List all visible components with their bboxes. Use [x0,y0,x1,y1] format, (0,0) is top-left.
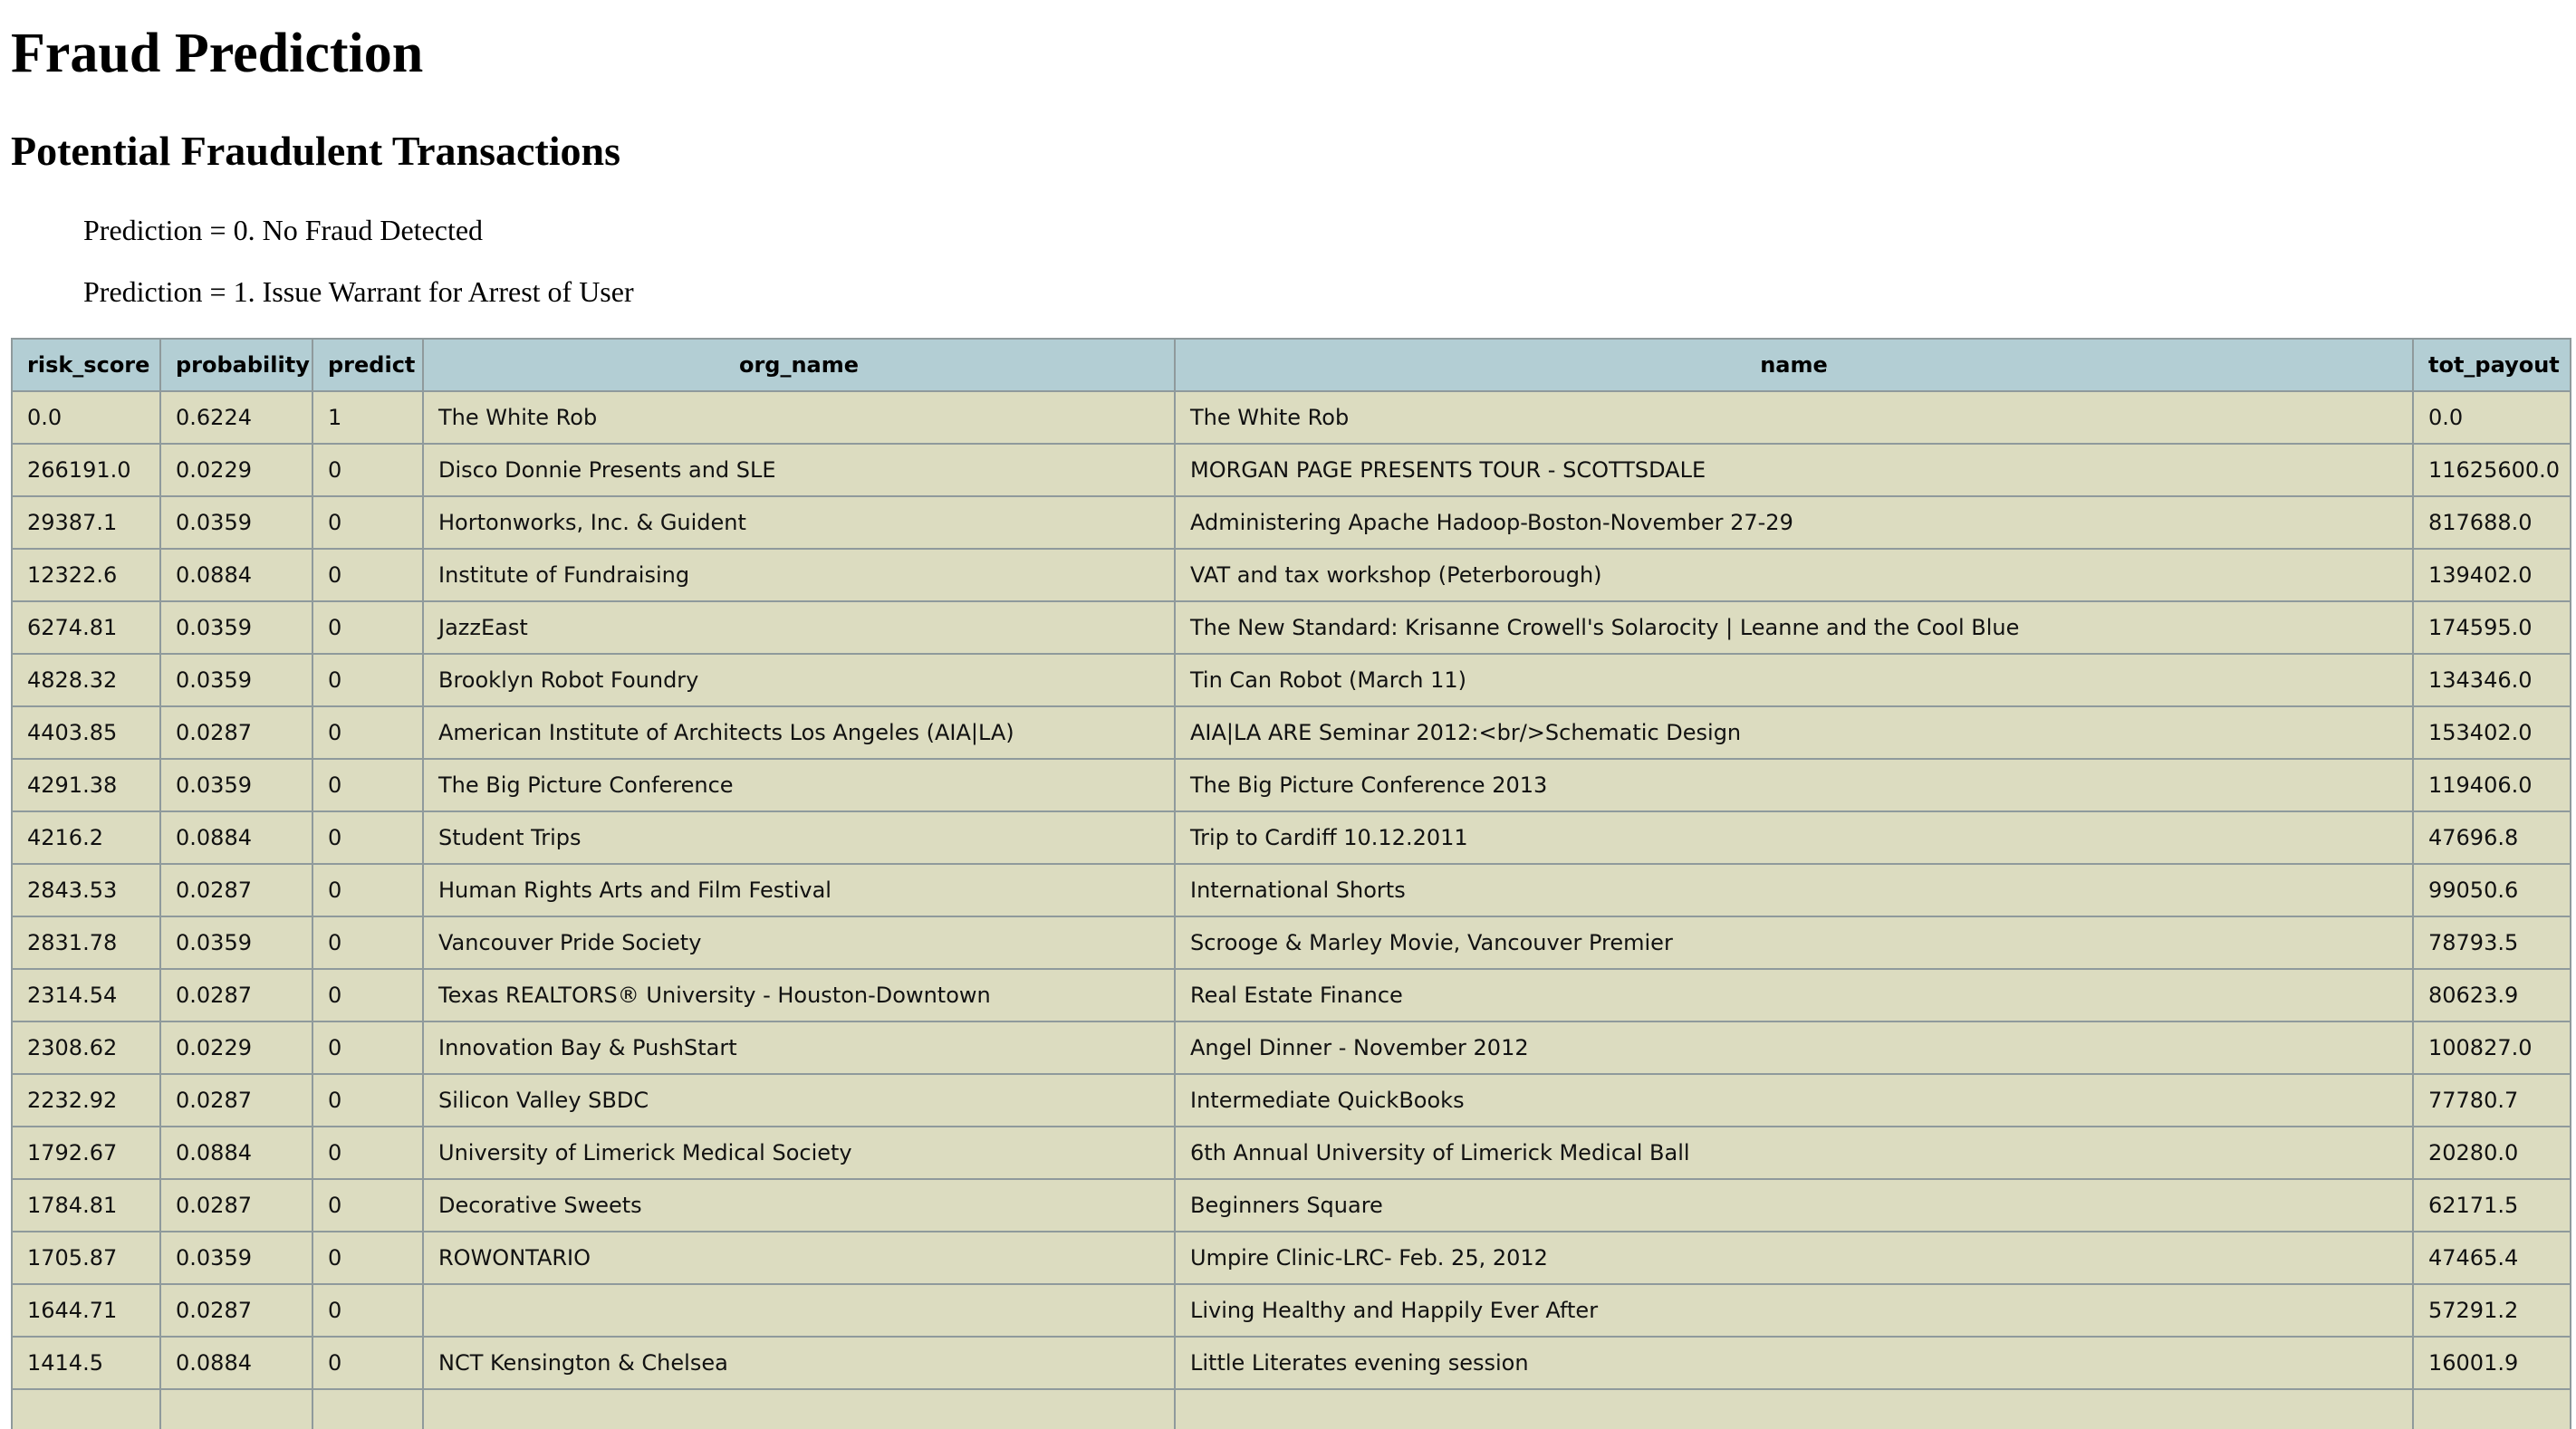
tot-payout-cell: 47465.4 [2413,1232,2571,1284]
risk-score-cell: 2314.54 [12,969,160,1021]
tot-payout-cell: 57291.2 [2413,1284,2571,1337]
probability-cell [160,1389,312,1429]
name-cell: Tin Can Robot (March 11) [1175,654,2413,706]
column-header-predict: predict [312,339,423,391]
org-name-cell: ROWONTARIO [423,1232,1175,1284]
transactions-table [11,338,2571,1429]
probability-cell: 0.0359 [160,496,312,549]
probability-cell: 0.0359 [160,916,312,969]
name-cell: MORGAN PAGE PRESENTS TOUR - SCOTTSDALE [1175,444,2413,496]
risk-score-cell: 4291.38 [12,759,160,811]
name-cell: Umpire Clinic-LRC- Feb. 25, 2012 [1175,1232,2413,1284]
org-name-cell: The Big Picture Conference [423,759,1175,811]
org-name-cell: University of Limerick Medical Society [423,1127,1175,1179]
tot-payout-cell: 0.0 [2413,391,2571,444]
legend-no-fraud: Prediction = 0. No Fraud Detected [83,214,484,246]
table-row [12,759,2571,811]
tot-payout-cell: 119406.0 [2413,759,2571,811]
org-name-cell: Innovation Bay & PushStart [423,1021,1175,1074]
probability-cell: 0.0229 [160,444,312,496]
org-name-cell: NCT Kensington & Chelsea [423,1337,1175,1389]
org-name-cell: JazzEast [423,601,1175,654]
predict-cell: 0 [312,496,423,549]
name-cell: The White Rob [1175,391,2413,444]
org-name-cell: Texas REALTORS® University - Houston-Downtown [423,969,1175,1021]
risk-score-cell: 1644.71 [12,1284,160,1337]
probability-cell: 0.0359 [160,654,312,706]
name-cell: Angel Dinner - November 2012 [1175,1021,2413,1074]
predict-cell: 0 [312,864,423,916]
risk-score-cell: 266191.0 [12,444,160,496]
probability-cell: 0.0884 [160,1127,312,1179]
column-header-probability: probability [160,339,312,391]
probability-cell: 0.0884 [160,1337,312,1389]
tot-payout-cell: 134346.0 [2413,654,2571,706]
org-name-cell [423,1389,1175,1429]
name-cell: Trip to Cardiff 10.12.2011 [1175,811,2413,864]
probability-cell: 0.0884 [160,811,312,864]
table-row [12,1284,2571,1337]
predict-cell: 0 [312,811,423,864]
probability-cell: 0.0287 [160,1179,312,1232]
predict-cell: 1 [312,391,423,444]
probability-cell: 0.0359 [160,1232,312,1284]
page-subtitle: Potential Fraudulent Transactions [11,128,620,174]
predict-cell: 0 [312,1074,423,1127]
predict-cell: 0 [312,601,423,654]
predict-cell: 0 [312,1232,423,1284]
table-row [12,444,2571,496]
table-row [12,916,2571,969]
name-cell: Beginners Square [1175,1179,2413,1232]
name-cell: The New Standard: Krisanne Crowell's Solarocity | Leanne and the Cool Blue [1175,601,2413,654]
probability-cell: 0.0229 [160,1021,312,1074]
name-cell: The Big Picture Conference 2013 [1175,759,2413,811]
tot-payout-cell: 817688.0 [2413,496,2571,549]
tot-payout-cell: 174595.0 [2413,601,2571,654]
predict-cell: 0 [312,759,423,811]
predict-cell: 0 [312,1337,423,1389]
risk-score-cell: 4216.2 [12,811,160,864]
table-header-row [12,339,2571,391]
probability-cell: 0.0359 [160,601,312,654]
probability-cell: 0.0884 [160,549,312,601]
predict-cell: 0 [312,1179,423,1232]
tot-payout-cell: 139402.0 [2413,549,2571,601]
predict-cell: 0 [312,444,423,496]
name-cell: Real Estate Finance [1175,969,2413,1021]
table-row [12,1074,2571,1127]
column-header-name: name [1175,339,2413,391]
probability-cell: 0.0287 [160,1284,312,1337]
table-row [12,1127,2571,1179]
table-row [12,601,2571,654]
risk-score-cell: 1792.67 [12,1127,160,1179]
table-row [12,1389,2571,1429]
name-cell: Little Literates evening session [1175,1337,2413,1389]
table-row [12,391,2571,444]
name-cell: Living Healthy and Happily Ever After [1175,1284,2413,1337]
name-cell: International Shorts [1175,864,2413,916]
org-name-cell [423,1284,1175,1337]
org-name-cell: American Institute of Architects Los Angeles (AIA|LA) [423,706,1175,759]
predict-cell: 0 [312,706,423,759]
probability-cell: 0.0287 [160,706,312,759]
tot-payout-cell: 47696.8 [2413,811,2571,864]
name-cell [1175,1389,2413,1429]
predict-cell: 0 [312,549,423,601]
table-row [12,1179,2571,1232]
predict-cell: 0 [312,916,423,969]
risk-score-cell: 1414.5 [12,1337,160,1389]
tot-payout-cell: 11625600.0 [2413,444,2571,496]
predict-cell [312,1389,423,1429]
table-body [12,391,2571,1429]
table-row [12,654,2571,706]
column-header-tot-payout: tot_payout [2413,339,2571,391]
table-row [12,864,2571,916]
name-cell: Administering Apache Hadoop-Boston-November 27-29 [1175,496,2413,549]
risk-score-cell: 2232.92 [12,1074,160,1127]
predict-cell: 0 [312,1021,423,1074]
table-row [12,811,2571,864]
name-cell: Scrooge & Marley Movie, Vancouver Premier [1175,916,2413,969]
risk-score-cell: 4403.85 [12,706,160,759]
predict-cell: 0 [312,969,423,1021]
risk-score-cell: 1784.81 [12,1179,160,1232]
name-cell: AIA|LA ARE Seminar 2012:<br/>Schematic Design [1175,706,2413,759]
column-header-org-name: org_name [423,339,1175,391]
tot-payout-cell: 80623.9 [2413,969,2571,1021]
probability-cell: 0.0287 [160,1074,312,1127]
probability-cell: 0.0287 [160,864,312,916]
org-name-cell: Institute of Fundraising [423,549,1175,601]
org-name-cell: Student Trips [423,811,1175,864]
org-name-cell: Hortonworks, Inc. & Guident [423,496,1175,549]
predict-cell: 0 [312,1284,423,1337]
name-cell: VAT and tax workshop (Peterborough) [1175,549,2413,601]
risk-score-cell: 29387.1 [12,496,160,549]
probability-cell: 0.0359 [160,759,312,811]
predict-cell: 0 [312,1127,423,1179]
page-title: Fraud Prediction [11,23,424,84]
table-row [12,969,2571,1021]
org-name-cell: Disco Donnie Presents and SLE [423,444,1175,496]
tot-payout-cell: 100827.0 [2413,1021,2571,1074]
column-header-risk-score: risk_score [12,339,160,391]
tot-payout-cell: 153402.0 [2413,706,2571,759]
legend-fraud: Prediction = 1. Issue Warrant for Arrest of User [83,275,634,308]
tot-payout-cell [2413,1389,2571,1429]
org-name-cell: The White Rob [423,391,1175,444]
tot-payout-cell: 99050.6 [2413,864,2571,916]
probability-cell: 0.0287 [160,969,312,1021]
risk-score-cell: 1705.87 [12,1232,160,1284]
name-cell: Intermediate QuickBooks [1175,1074,2413,1127]
risk-score-cell [12,1389,160,1429]
probability-cell: 0.6224 [160,391,312,444]
org-name-cell: Brooklyn Robot Foundry [423,654,1175,706]
predict-cell: 0 [312,654,423,706]
risk-score-cell: 12322.6 [12,549,160,601]
risk-score-cell: 2843.53 [12,864,160,916]
org-name-cell: Human Rights Arts and Film Festival [423,864,1175,916]
name-cell: 6th Annual University of Limerick Medical Ball [1175,1127,2413,1179]
risk-score-cell: 4828.32 [12,654,160,706]
risk-score-cell: 2831.78 [12,916,160,969]
table-row [12,1337,2571,1389]
table-row [12,706,2571,759]
org-name-cell: Decorative Sweets [423,1179,1175,1232]
tot-payout-cell: 16001.9 [2413,1337,2571,1389]
org-name-cell: Vancouver Pride Society [423,916,1175,969]
tot-payout-cell: 78793.5 [2413,916,2571,969]
org-name-cell: Silicon Valley SBDC [423,1074,1175,1127]
table-row [12,496,2571,549]
risk-score-cell: 0.0 [12,391,160,444]
risk-score-cell: 6274.81 [12,601,160,654]
tot-payout-cell: 20280.0 [2413,1127,2571,1179]
risk-score-cell: 2308.62 [12,1021,160,1074]
table-row [12,1021,2571,1074]
table-row [12,549,2571,601]
table-row [12,1232,2571,1284]
tot-payout-cell: 62171.5 [2413,1179,2571,1232]
tot-payout-cell: 77780.7 [2413,1074,2571,1127]
